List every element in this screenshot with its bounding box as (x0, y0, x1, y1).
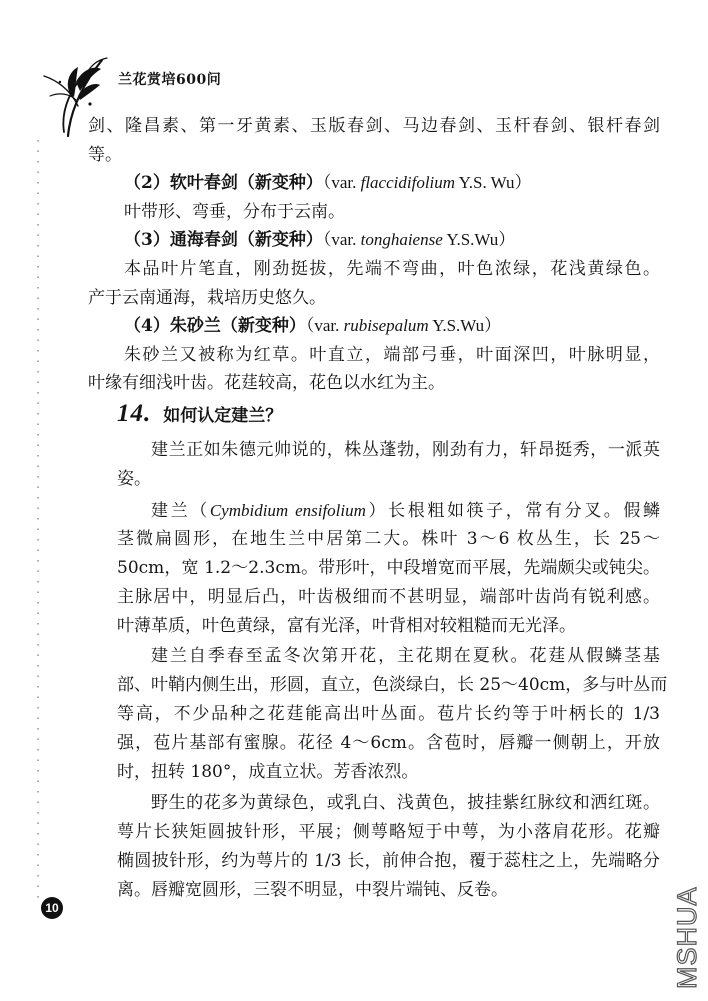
question-heading (117, 398, 660, 430)
question-title: 如何认定建兰？ (163, 406, 283, 426)
question-block (117, 398, 668, 905)
text-line: 朱砂兰又被称为红草。叶直立，端部弓垂，叶面深凹，叶脉明显， (124, 344, 660, 365)
variety-epithet: rubisepalum (343, 316, 429, 336)
text-line: 野生的花多为黄绿色，或乳白、浅黄色，披挂紫红脉纹和洒红斑。 (151, 792, 660, 813)
text-line: 等高，不少品种之花莛能高出叶丛面。苞片长约等于叶柄长的 1/3 (117, 704, 660, 724)
text-line: 主脉居中，明显后凸，叶齿极细而不甚明显，端部叶齿尚有锐利感。 (117, 586, 660, 607)
variety-heading (88, 169, 660, 198)
text-line: 剑、隆昌素、第一牙黄素、玉版春剑、马边春剑、玉杆春剑、银杆春剑 (88, 116, 660, 136)
text-line: 部、叶鞘内侧生出，形圆，直立，色淡绿白，长 25～40cm，多与叶丛而 (117, 675, 668, 695)
paragraph (117, 496, 660, 641)
question-number: 14. (117, 400, 152, 427)
text-line: 本品叶片笔直，刚劲挺拔，先端不弯曲，叶色浓绿，花浅黄绿色。 (124, 258, 660, 279)
text-line: 建兰正如朱德元帅说的，株丛蓬勃，刚劲有力，轩昂挺秀，一派英 (151, 440, 660, 460)
watermark-text: MSHUA (672, 886, 702, 990)
variety-author: Y.S.Wu） (442, 230, 516, 250)
text-line: 等。 (88, 144, 122, 165)
scientific-name: Cymbidium ensifolium (209, 500, 366, 520)
variety-epithet: tonghaiense (360, 230, 443, 250)
text-line: 产于云南通海，栽培历史悠久。 (88, 287, 326, 308)
variety-name: （3）通海春剑（新变种） (124, 230, 323, 251)
paragraph (117, 642, 668, 787)
variety-name: （4）朱砂兰（新变种） (124, 316, 306, 337)
text-line: 时，扭转 180°，成直立状。芳香浓烈。 (117, 762, 419, 782)
text-line (117, 496, 660, 525)
text-segment: ）长根粗如筷子，常有分叉。假鳞 (365, 500, 661, 521)
text-line: 姿。 (117, 469, 151, 489)
variety-rank: （var. (322, 230, 361, 250)
text-line: 强，苞片基部有蜜腺。花径 4～6cm。含苞时，唇瓣一侧朝上，开放 (117, 733, 660, 753)
variety-author: Y.S.Wu） (428, 316, 502, 336)
text-line: 萼片长狭矩圆披针形，平展；侧萼略短于中萼，为小落肩花形。花瓣 (117, 821, 660, 842)
paragraph (117, 789, 660, 905)
variety-list-block (88, 112, 660, 398)
text-line: 茎微扁圆形，在地生兰中居第二大。株叶 3～6 枚丛生，长 25～ (117, 528, 660, 549)
variety-author: Y.S. Wu） (455, 173, 532, 193)
margin-rule (34, 140, 42, 900)
variety-heading (88, 226, 660, 255)
page-number: 10 (41, 897, 63, 919)
text-line: 离。唇瓣宽圆形，三裂不明显，中裂片端钝、反卷。 (117, 879, 508, 900)
paragraph (117, 436, 660, 494)
text-line: 椭圆披针形，约为萼片的 1/3 长，前伸合抱，覆于蕊柱之上，先端略分 (117, 850, 660, 871)
text-line: 叶带形、弯垂，分布于云南。 (124, 201, 345, 222)
text-segment: 建兰（ (151, 500, 210, 521)
running-header-title: 兰花赏培600问 (118, 72, 222, 88)
variety-name: （2）软叶春剑（新变种） (124, 173, 323, 194)
variety-rank: （var. (305, 316, 344, 336)
text-line: 50cm，宽 1.2～2.3cm。带形叶，中段增宽而平展，先端颇尖或钝尖。 (117, 557, 660, 578)
variety-epithet: flaccidifolium (360, 173, 456, 193)
variety-rank: （var. (322, 173, 361, 193)
text-line: 叶薄革质，叶色黄绿，富有光泽，叶背相对较粗糙而无光泽。 (117, 615, 576, 636)
variety-heading (88, 312, 660, 341)
text-line: 建兰自季春至孟冬次第开花，主花期在夏秋。花莛从假鳞茎基 (151, 646, 660, 666)
text-line: 叶缘有细浅叶齿。花莛较高，花色以水红为主。 (88, 373, 445, 394)
